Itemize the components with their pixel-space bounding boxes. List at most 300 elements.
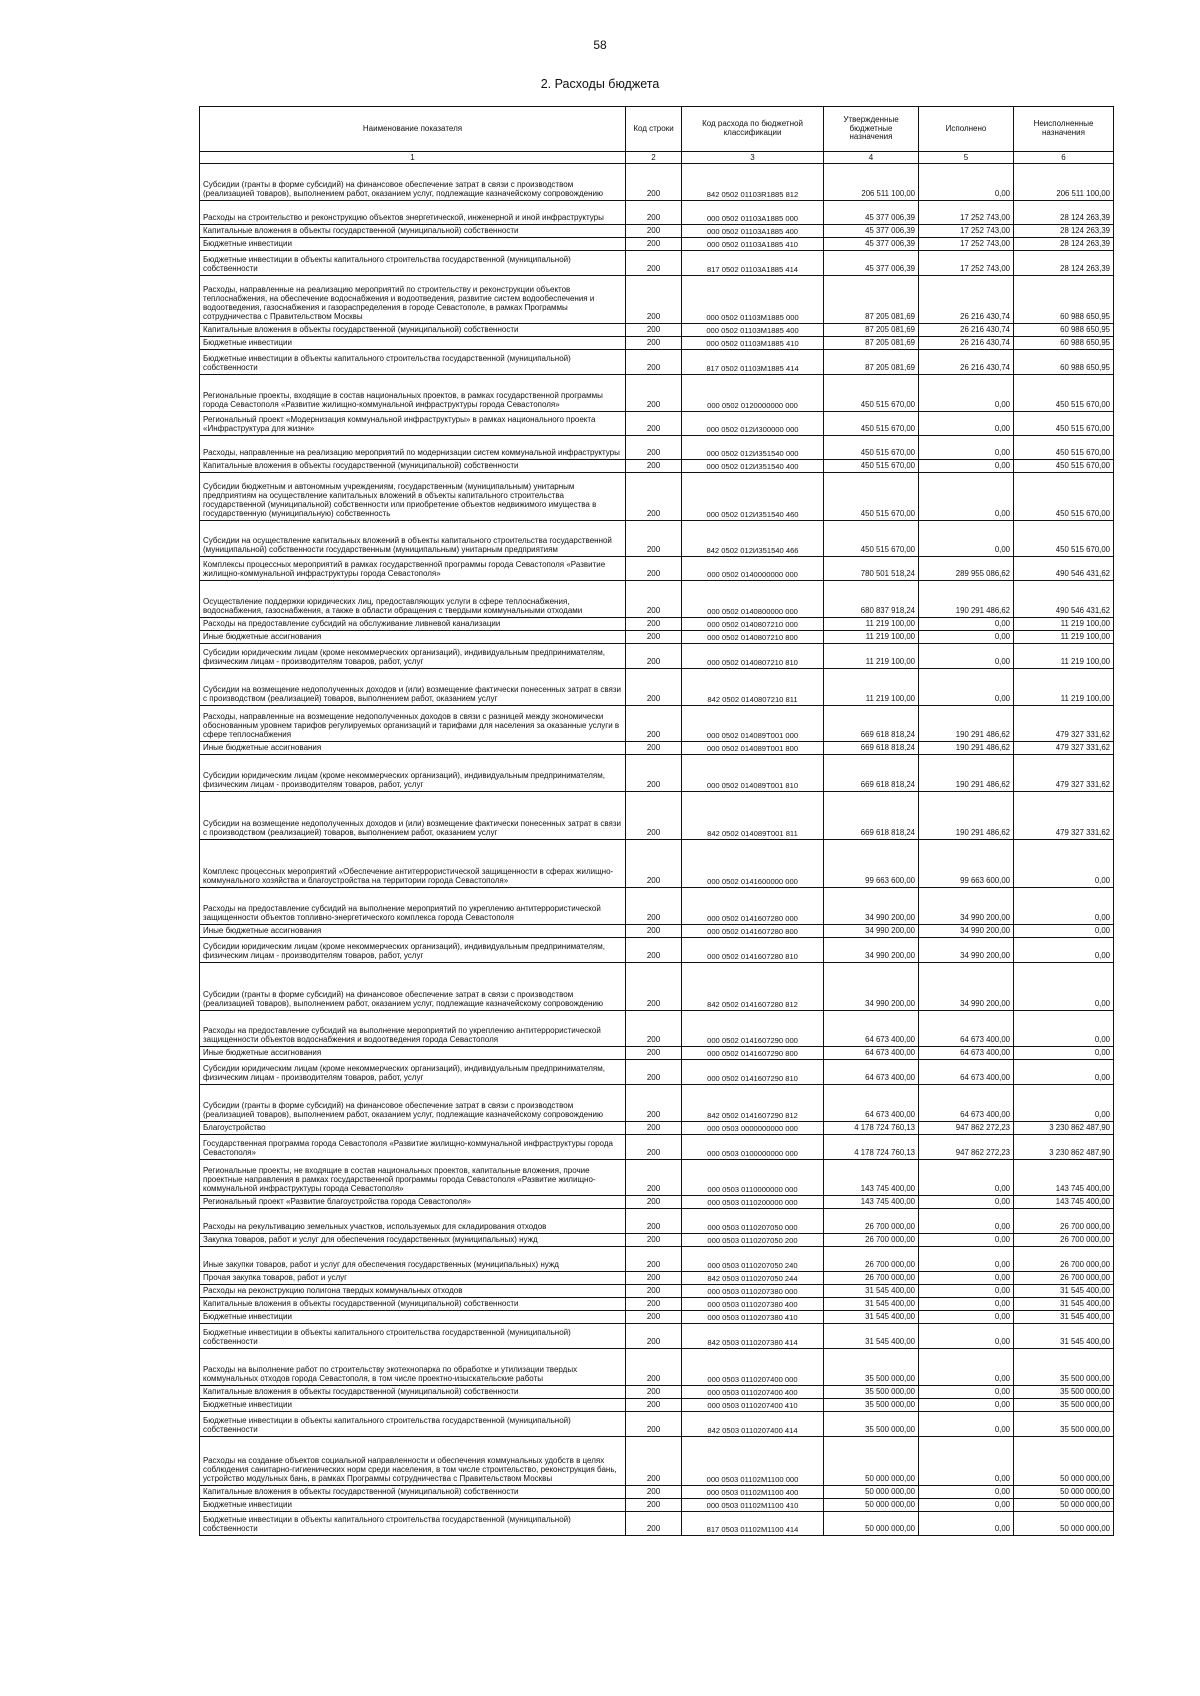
row-classification-cell: 000 0502 01103M1885 400	[682, 324, 824, 337]
row-name-cell: Субсидии юридическим лицам (кроме некоммерческих организаций), индивидуальным предпринимателям, физическим лицам - производителям товаров, работ, услуг	[200, 938, 626, 963]
row-approved-cell: 64 673 400,00	[824, 1060, 919, 1085]
row-approved-cell: 780 501 518,24	[824, 557, 919, 581]
row-name-cell: Закупка товаров, работ и услуг для обеспечения государственных (муниципальных) нужд	[200, 1234, 626, 1247]
row-classification-cell: 000 0502 01103M1885 410	[682, 337, 824, 350]
row-line-code-cell: 200	[626, 669, 682, 706]
table-row	[200, 840, 1114, 888]
row-executed-cell: 34 990 200,00	[919, 888, 1014, 925]
row-executed-cell: 0,00	[919, 631, 1014, 644]
row-unexecuted-cell: 143 745 400,00	[1014, 1160, 1114, 1196]
row-name-cell: Расходы на предоставление субсидий на выполнение мероприятий по укреплению антитеррористической защищенности объектов топливно-энергетического комплекса города Севастополя	[200, 888, 626, 925]
row-executed-cell: 26 216 430,74	[919, 350, 1014, 375]
row-approved-cell: 450 515 670,00	[824, 473, 919, 521]
row-executed-cell: 0,00	[919, 1412, 1014, 1437]
row-unexecuted-cell: 0,00	[1014, 1047, 1114, 1060]
row-name-cell: Комплекс процессных мероприятий «Обеспечение антитеррористической защищенности в сферах жилищно-коммунального хозяйства и благоустройства на территории города Севастополя»	[200, 840, 626, 888]
row-unexecuted-cell: 31 545 400,00	[1014, 1324, 1114, 1349]
row-classification-cell: 000 0503 0000000000 000	[682, 1122, 824, 1135]
row-approved-cell: 26 700 000,00	[824, 1209, 919, 1234]
row-line-code-cell: 200	[626, 706, 682, 742]
row-approved-cell: 50 000 000,00	[824, 1437, 919, 1486]
table-row	[200, 324, 1114, 337]
row-classification-cell: 842 0502 0141607290 812	[682, 1085, 824, 1122]
row-line-code-cell: 200	[626, 473, 682, 521]
row-unexecuted-cell: 11 219 100,00	[1014, 644, 1114, 669]
row-approved-cell: 64 673 400,00	[824, 1085, 919, 1122]
row-executed-cell: 64 673 400,00	[919, 1060, 1014, 1085]
row-unexecuted-cell: 490 546 431,62	[1014, 581, 1114, 618]
row-classification-cell: 000 0502 0141600000 000	[682, 840, 824, 888]
row-executed-cell: 0,00	[919, 1196, 1014, 1209]
row-name-cell: Бюджетные инвестиции в объекты капитального строительства государственной (муниципальной) собственности	[200, 1512, 626, 1536]
row-approved-cell: 31 545 400,00	[824, 1324, 919, 1349]
column-number: 3	[682, 152, 824, 164]
header-approved: Утвержденные бюджетные назначения	[824, 107, 919, 152]
row-name-cell: Иные бюджетные ассигнования	[200, 631, 626, 644]
row-line-code-cell: 200	[626, 792, 682, 840]
row-unexecuted-cell: 206 511 100,00	[1014, 164, 1114, 201]
row-line-code-cell: 200	[626, 337, 682, 350]
row-line-code-cell: 200	[626, 742, 682, 755]
row-approved-cell: 4 178 724 760,13	[824, 1122, 919, 1135]
row-approved-cell: 87 205 081,69	[824, 276, 919, 324]
header-line-code: Код строки	[626, 107, 682, 152]
row-unexecuted-cell: 0,00	[1014, 938, 1114, 963]
row-approved-cell: 26 700 000,00	[824, 1234, 919, 1247]
row-executed-cell: 64 673 400,00	[919, 1011, 1014, 1047]
table-row	[200, 755, 1114, 792]
table-row	[200, 1196, 1114, 1209]
table-row	[200, 706, 1114, 742]
table-row	[200, 618, 1114, 631]
row-approved-cell: 87 205 081,69	[824, 324, 919, 337]
row-executed-cell: 26 216 430,74	[919, 276, 1014, 324]
row-classification-cell: 000 0503 0110000000 000	[682, 1160, 824, 1196]
row-unexecuted-cell: 450 515 670,00	[1014, 473, 1114, 521]
table-row	[200, 1047, 1114, 1060]
row-executed-cell: 0,00	[919, 1349, 1014, 1386]
row-line-code-cell: 200	[626, 1349, 682, 1386]
row-name-cell: Капитальные вложения в объекты государственной (муниципальной) собственности	[200, 1486, 626, 1499]
row-approved-cell: 206 511 100,00	[824, 164, 919, 201]
row-classification-cell: 000 0502 01103A1885 000	[682, 201, 824, 225]
row-line-code-cell: 200	[626, 1234, 682, 1247]
row-name-cell: Иные бюджетные ассигнования	[200, 742, 626, 755]
row-executed-cell: 190 291 486,62	[919, 581, 1014, 618]
row-executed-cell: 0,00	[919, 1399, 1014, 1412]
table-row	[200, 1412, 1114, 1437]
table-body	[200, 164, 1114, 1536]
table-row	[200, 925, 1114, 938]
row-executed-cell: 0,00	[919, 375, 1014, 412]
row-approved-cell: 50 000 000,00	[824, 1499, 919, 1512]
row-name-cell: Бюджетные инвестиции в объекты капитального строительства государственной (муниципальной) собственности	[200, 1412, 626, 1437]
table-row	[200, 460, 1114, 473]
row-approved-cell: 87 205 081,69	[824, 337, 919, 350]
table-row	[200, 350, 1114, 375]
row-approved-cell: 64 673 400,00	[824, 1011, 919, 1047]
row-unexecuted-cell: 60 988 650,95	[1014, 324, 1114, 337]
row-executed-cell: 0,00	[919, 1311, 1014, 1324]
row-classification-cell: 842 0502 0141607280 812	[682, 963, 824, 1011]
row-approved-cell: 50 000 000,00	[824, 1486, 919, 1499]
table-row	[200, 1122, 1114, 1135]
row-approved-cell: 64 673 400,00	[824, 1047, 919, 1060]
row-name-cell: Иные закупки товаров, работ и услуг для обеспечения государственных (муниципальных) нужд	[200, 1247, 626, 1272]
table-row	[200, 1085, 1114, 1122]
row-approved-cell: 35 500 000,00	[824, 1386, 919, 1399]
column-number: 1	[200, 152, 626, 164]
row-executed-cell: 17 252 743,00	[919, 251, 1014, 276]
row-line-code-cell: 200	[626, 164, 682, 201]
row-executed-cell: 0,00	[919, 1285, 1014, 1298]
table-row	[200, 1311, 1114, 1324]
row-line-code-cell: 200	[626, 644, 682, 669]
row-name-cell: Бюджетные инвестиции в объекты капитального строительства государственной (муниципальной) собственности	[200, 251, 626, 276]
row-name-cell: Бюджетные инвестиции	[200, 238, 626, 251]
row-name-cell: Расходы на предоставление субсидий на обслуживание ливневой канализации	[200, 618, 626, 631]
table-row	[200, 742, 1114, 755]
row-executed-cell: 947 862 272,23	[919, 1122, 1014, 1135]
row-classification-cell: 000 0502 0140800000 000	[682, 581, 824, 618]
row-executed-cell: 289 955 086,62	[919, 557, 1014, 581]
table-row	[200, 1386, 1114, 1399]
row-name-cell: Расходы на рекультивацию земельных участков, используемых для складирования отходов	[200, 1209, 626, 1234]
row-unexecuted-cell: 479 327 331,62	[1014, 706, 1114, 742]
row-unexecuted-cell: 26 700 000,00	[1014, 1247, 1114, 1272]
row-classification-cell: 000 0503 0110207400 000	[682, 1349, 824, 1386]
row-approved-cell: 50 000 000,00	[824, 1512, 919, 1536]
row-name-cell: Комплексы процессных мероприятий в рамках государственной программы города Севастополя «Развитие жилищно-коммунальной инфраструктуры города Севастополя»	[200, 557, 626, 581]
row-name-cell: Бюджетные инвестиции	[200, 1311, 626, 1324]
row-name-cell: Капитальные вложения в объекты государственной (муниципальной) собственности	[200, 324, 626, 337]
table-row	[200, 164, 1114, 201]
row-unexecuted-cell: 450 515 670,00	[1014, 460, 1114, 473]
row-unexecuted-cell: 3 230 862 487,90	[1014, 1122, 1114, 1135]
row-unexecuted-cell: 479 327 331,62	[1014, 792, 1114, 840]
row-executed-cell: 0,00	[919, 460, 1014, 473]
row-executed-cell: 0,00	[919, 1272, 1014, 1285]
row-classification-cell: 842 0502 01103R1885 812	[682, 164, 824, 201]
row-approved-cell: 11 219 100,00	[824, 618, 919, 631]
row-classification-cell: 842 0503 0110207400 414	[682, 1412, 824, 1437]
table-row	[200, 473, 1114, 521]
row-name-cell: Прочая закупка товаров, работ и услуг	[200, 1272, 626, 1285]
row-classification-cell: 000 0503 0110207050 200	[682, 1234, 824, 1247]
table-row	[200, 1298, 1114, 1311]
header-classification: Код расхода по бюджетной классификации	[682, 107, 824, 152]
row-classification-cell: 000 0502 0140000000 000	[682, 557, 824, 581]
row-unexecuted-cell: 479 327 331,62	[1014, 755, 1114, 792]
row-executed-cell: 17 252 743,00	[919, 225, 1014, 238]
row-executed-cell: 26 216 430,74	[919, 337, 1014, 350]
row-classification-cell: 000 0502 014089T001 800	[682, 742, 824, 755]
row-unexecuted-cell: 0,00	[1014, 1011, 1114, 1047]
row-name-cell: Бюджетные инвестиции в объекты капитального строительства государственной (муниципальной) собственности	[200, 1324, 626, 1349]
row-classification-cell: 817 0502 01103A1885 414	[682, 251, 824, 276]
row-executed-cell: 0,00	[919, 1512, 1014, 1536]
row-approved-cell: 45 377 006,39	[824, 251, 919, 276]
row-classification-cell: 000 0502 0141607280 800	[682, 925, 824, 938]
header-executed: Исполнено	[919, 107, 1014, 152]
table-row	[200, 1437, 1114, 1486]
row-line-code-cell: 200	[626, 1160, 682, 1196]
row-name-cell: Осуществление поддержки юридических лиц, предоставляющих услуги в сфере теплоснабжения, водоснабжения, газоснабжения, а также в области обращения с твердыми коммунальными отходами	[200, 581, 626, 618]
row-executed-cell: 0,00	[919, 1324, 1014, 1349]
row-unexecuted-cell: 60 988 650,95	[1014, 276, 1114, 324]
row-line-code-cell: 200	[626, 1324, 682, 1349]
row-approved-cell: 26 700 000,00	[824, 1272, 919, 1285]
row-unexecuted-cell: 50 000 000,00	[1014, 1512, 1114, 1536]
row-executed-cell: 0,00	[919, 1247, 1014, 1272]
row-name-cell: Расходы, направленные на возмещение недополученных доходов в связи с разницей между экономически обоснованным уровнем тарифов регулируемых организаций и тарифами для населения за оказанные услуги в сфере теплоснабжения	[200, 706, 626, 742]
row-executed-cell: 0,00	[919, 1499, 1014, 1512]
header-unexecuted: Неисполненные назначения	[1014, 107, 1114, 152]
table-row	[200, 644, 1114, 669]
table-row	[200, 1135, 1114, 1160]
row-unexecuted-cell: 35 500 000,00	[1014, 1412, 1114, 1437]
row-approved-cell: 4 178 724 760,13	[824, 1135, 919, 1160]
row-line-code-cell: 200	[626, 1196, 682, 1209]
row-name-cell: Субсидии юридическим лицам (кроме некоммерческих организаций), индивидуальным предпринимателям, физическим лицам - производителям товаров, работ, услуг	[200, 755, 626, 792]
row-line-code-cell: 200	[626, 1209, 682, 1234]
row-unexecuted-cell: 26 700 000,00	[1014, 1272, 1114, 1285]
table-row	[200, 1512, 1114, 1536]
row-classification-cell: 000 0502 0140807210 000	[682, 618, 824, 631]
row-approved-cell: 143 745 400,00	[824, 1196, 919, 1209]
row-name-cell: Субсидии на возмещение недополученных доходов и (или) возмещение фактически понесенных затрат в связи с производством (реализацией) товаров, выполнением работ, оказанием услуг	[200, 669, 626, 706]
row-classification-cell: 000 0503 0110200000 000	[682, 1196, 824, 1209]
row-approved-cell: 45 377 006,39	[824, 225, 919, 238]
row-unexecuted-cell: 11 219 100,00	[1014, 669, 1114, 706]
row-line-code-cell: 200	[626, 1486, 682, 1499]
row-approved-cell: 87 205 081,69	[824, 350, 919, 375]
row-unexecuted-cell: 50 000 000,00	[1014, 1437, 1114, 1486]
row-name-cell: Капитальные вложения в объекты государственной (муниципальной) собственности	[200, 225, 626, 238]
row-unexecuted-cell: 35 500 000,00	[1014, 1399, 1114, 1412]
row-executed-cell: 0,00	[919, 1298, 1014, 1311]
row-approved-cell: 669 618 818,24	[824, 792, 919, 840]
row-executed-cell: 34 990 200,00	[919, 938, 1014, 963]
table-row	[200, 201, 1114, 225]
row-name-cell: Расходы, направленные на реализацию мероприятий по модернизации систем коммунальной инфраструктуры	[200, 436, 626, 460]
row-name-cell: Расходы на предоставление субсидий на выполнение мероприятий по укреплению антитеррористической защищенности объектов водоснабжения и водоотведения города Севастополя	[200, 1011, 626, 1047]
table-row	[200, 375, 1114, 412]
table-row	[200, 1160, 1114, 1196]
column-number: 2	[626, 152, 682, 164]
row-unexecuted-cell: 60 988 650,95	[1014, 350, 1114, 375]
row-line-code-cell: 200	[626, 375, 682, 412]
row-approved-cell: 31 545 400,00	[824, 1285, 919, 1298]
row-name-cell: Бюджетные инвестиции	[200, 1399, 626, 1412]
row-line-code-cell: 200	[626, 1122, 682, 1135]
row-line-code-cell: 200	[626, 238, 682, 251]
row-approved-cell: 143 745 400,00	[824, 1160, 919, 1196]
row-classification-cell: 817 0503 01102M1100 414	[682, 1512, 824, 1536]
row-line-code-cell: 200	[626, 1399, 682, 1412]
table-row	[200, 888, 1114, 925]
row-line-code-cell: 200	[626, 963, 682, 1011]
row-unexecuted-cell: 26 700 000,00	[1014, 1234, 1114, 1247]
row-name-cell: Субсидии на осуществление капитальных вложений в объекты капитального строительства государственной (муниципальной) собственности государственным (муниципальным) унитарным предприятиям	[200, 521, 626, 557]
row-name-cell: Расходы на реконструкцию полигона твердых коммунальных отходов	[200, 1285, 626, 1298]
row-approved-cell: 450 515 670,00	[824, 460, 919, 473]
table-row	[200, 1011, 1114, 1047]
row-name-cell: Субсидии юридическим лицам (кроме некоммерческих организаций), индивидуальным предпринимателям, физическим лицам - производителям товаров, работ, услуг	[200, 1060, 626, 1085]
table-row	[200, 581, 1114, 618]
table-row	[200, 436, 1114, 460]
row-line-code-cell: 200	[626, 1285, 682, 1298]
table-row	[200, 225, 1114, 238]
table-row	[200, 1272, 1114, 1285]
row-unexecuted-cell: 450 515 670,00	[1014, 436, 1114, 460]
row-classification-cell: 000 0503 01102M1100 410	[682, 1499, 824, 1512]
row-name-cell: Благоустройство	[200, 1122, 626, 1135]
row-name-cell: Иные бюджетные ассигнования	[200, 1047, 626, 1060]
row-classification-cell: 000 0502 0141607290 000	[682, 1011, 824, 1047]
row-unexecuted-cell: 28 124 263,39	[1014, 201, 1114, 225]
row-executed-cell: 190 291 486,62	[919, 706, 1014, 742]
row-unexecuted-cell: 0,00	[1014, 840, 1114, 888]
row-executed-cell: 0,00	[919, 669, 1014, 706]
row-classification-cell: 000 0502 01103M1885 000	[682, 276, 824, 324]
row-line-code-cell: 200	[626, 755, 682, 792]
row-unexecuted-cell: 143 745 400,00	[1014, 1196, 1114, 1209]
table-row	[200, 1234, 1114, 1247]
row-executed-cell: 0,00	[919, 1486, 1014, 1499]
row-line-code-cell: 200	[626, 1011, 682, 1047]
row-unexecuted-cell: 450 515 670,00	[1014, 412, 1114, 436]
column-number-row	[200, 152, 1114, 164]
row-name-cell: Бюджетные инвестиции в объекты капитального строительства государственной (муниципальной) собственности	[200, 350, 626, 375]
row-line-code-cell: 200	[626, 251, 682, 276]
row-executed-cell: 34 990 200,00	[919, 925, 1014, 938]
row-classification-cell: 000 0502 012И351540 460	[682, 473, 824, 521]
row-executed-cell: 17 252 743,00	[919, 238, 1014, 251]
row-executed-cell: 0,00	[919, 1160, 1014, 1196]
row-name-cell: Бюджетные инвестиции	[200, 337, 626, 350]
row-executed-cell: 17 252 743,00	[919, 201, 1014, 225]
table-row	[200, 1399, 1114, 1412]
row-executed-cell: 190 291 486,62	[919, 755, 1014, 792]
row-classification-cell: 842 0503 0110207050 244	[682, 1272, 824, 1285]
row-classification-cell: 000 0503 0110207050 000	[682, 1209, 824, 1234]
row-unexecuted-cell: 60 988 650,95	[1014, 337, 1114, 350]
row-unexecuted-cell: 450 515 670,00	[1014, 375, 1114, 412]
row-line-code-cell: 200	[626, 1047, 682, 1060]
row-line-code-cell: 200	[626, 521, 682, 557]
row-line-code-cell: 200	[626, 631, 682, 644]
row-executed-cell: 0,00	[919, 1437, 1014, 1486]
row-unexecuted-cell: 0,00	[1014, 925, 1114, 938]
table-row	[200, 1060, 1114, 1085]
row-classification-cell: 000 0503 01102M1100 000	[682, 1437, 824, 1486]
row-line-code-cell: 200	[626, 225, 682, 238]
row-approved-cell: 26 700 000,00	[824, 1247, 919, 1272]
row-classification-cell: 000 0502 0141607280 000	[682, 888, 824, 925]
row-classification-cell: 000 0502 0141607290 810	[682, 1060, 824, 1085]
row-unexecuted-cell: 3 230 862 487,90	[1014, 1135, 1114, 1160]
table-row	[200, 669, 1114, 706]
row-unexecuted-cell: 35 500 000,00	[1014, 1349, 1114, 1386]
row-classification-cell: 842 0502 0140807210 811	[682, 669, 824, 706]
table-row	[200, 792, 1114, 840]
table-row	[200, 1324, 1114, 1349]
row-name-cell: Расходы, направленные на реализацию мероприятий по строительству и реконструкции объектов теплоснабжения, на обеспечение водоснабжения и водоотведения, развитие систем водообеспечения и водоотведения, газоснабжения и газораспределения в городе Севастополе, в рамках Программы сотрудничества с Правительством Москвы	[200, 276, 626, 324]
table-row	[200, 521, 1114, 557]
row-approved-cell: 35 500 000,00	[824, 1399, 919, 1412]
row-classification-cell: 000 0502 014089T001 810	[682, 755, 824, 792]
row-name-cell: Субсидии (гранты в форме субсидий) на финансовое обеспечение затрат в связи с производством (реализацией товаров), выполнением работ, оказанием услуг, подлежащие казначейскому сопровождению	[200, 1085, 626, 1122]
row-unexecuted-cell: 28 124 263,39	[1014, 238, 1114, 251]
row-unexecuted-cell: 0,00	[1014, 1085, 1114, 1122]
row-classification-cell: 000 0503 0110207050 240	[682, 1247, 824, 1272]
row-executed-cell: 190 291 486,62	[919, 742, 1014, 755]
row-line-code-cell: 200	[626, 1135, 682, 1160]
row-line-code-cell: 200	[626, 1298, 682, 1311]
row-name-cell: Иные бюджетные ассигнования	[200, 925, 626, 938]
row-approved-cell: 45 377 006,39	[824, 238, 919, 251]
table-row	[200, 1349, 1114, 1386]
row-executed-cell: 0,00	[919, 164, 1014, 201]
row-line-code-cell: 200	[626, 350, 682, 375]
row-approved-cell: 31 545 400,00	[824, 1311, 919, 1324]
row-unexecuted-cell: 11 219 100,00	[1014, 618, 1114, 631]
row-executed-cell: 64 673 400,00	[919, 1047, 1014, 1060]
row-executed-cell: 0,00	[919, 521, 1014, 557]
row-line-code-cell: 200	[626, 581, 682, 618]
row-classification-cell: 000 0502 0140807210 800	[682, 631, 824, 644]
row-unexecuted-cell: 0,00	[1014, 1060, 1114, 1085]
row-name-cell: Капитальные вложения в объекты государственной (муниципальной) собственности	[200, 1386, 626, 1399]
row-unexecuted-cell: 28 124 263,39	[1014, 225, 1114, 238]
row-unexecuted-cell: 31 545 400,00	[1014, 1311, 1114, 1324]
row-approved-cell: 11 219 100,00	[824, 669, 919, 706]
row-line-code-cell: 200	[626, 938, 682, 963]
row-executed-cell: 0,00	[919, 644, 1014, 669]
row-unexecuted-cell: 490 546 431,62	[1014, 557, 1114, 581]
row-executed-cell: 0,00	[919, 1386, 1014, 1399]
row-classification-cell: 000 0502 012И351540 400	[682, 460, 824, 473]
row-approved-cell: 34 990 200,00	[824, 938, 919, 963]
row-unexecuted-cell: 50 000 000,00	[1014, 1486, 1114, 1499]
row-executed-cell: 26 216 430,74	[919, 324, 1014, 337]
section-title: 2. Расходы бюджета	[540, 77, 660, 91]
row-approved-cell: 669 618 818,24	[824, 706, 919, 742]
row-approved-cell: 31 545 400,00	[824, 1298, 919, 1311]
row-classification-cell: 817 0502 01103M1885 414	[682, 350, 824, 375]
row-classification-cell: 000 0502 0120000000 000	[682, 375, 824, 412]
row-unexecuted-cell: 31 545 400,00	[1014, 1285, 1114, 1298]
row-line-code-cell: 200	[626, 460, 682, 473]
table-row	[200, 276, 1114, 324]
row-approved-cell: 34 990 200,00	[824, 963, 919, 1011]
row-executed-cell: 0,00	[919, 473, 1014, 521]
table-row	[200, 412, 1114, 436]
row-line-code-cell: 200	[626, 1512, 682, 1536]
table-row	[200, 1499, 1114, 1512]
row-approved-cell: 35 500 000,00	[824, 1349, 919, 1386]
row-approved-cell: 450 515 670,00	[824, 436, 919, 460]
table-row	[200, 557, 1114, 581]
row-unexecuted-cell: 479 327 331,62	[1014, 742, 1114, 755]
row-line-code-cell: 200	[626, 324, 682, 337]
row-line-code-cell: 200	[626, 1412, 682, 1437]
row-line-code-cell: 200	[626, 925, 682, 938]
row-classification-cell: 000 0502 0141607280 810	[682, 938, 824, 963]
row-approved-cell: 34 990 200,00	[824, 925, 919, 938]
row-unexecuted-cell: 31 545 400,00	[1014, 1298, 1114, 1311]
